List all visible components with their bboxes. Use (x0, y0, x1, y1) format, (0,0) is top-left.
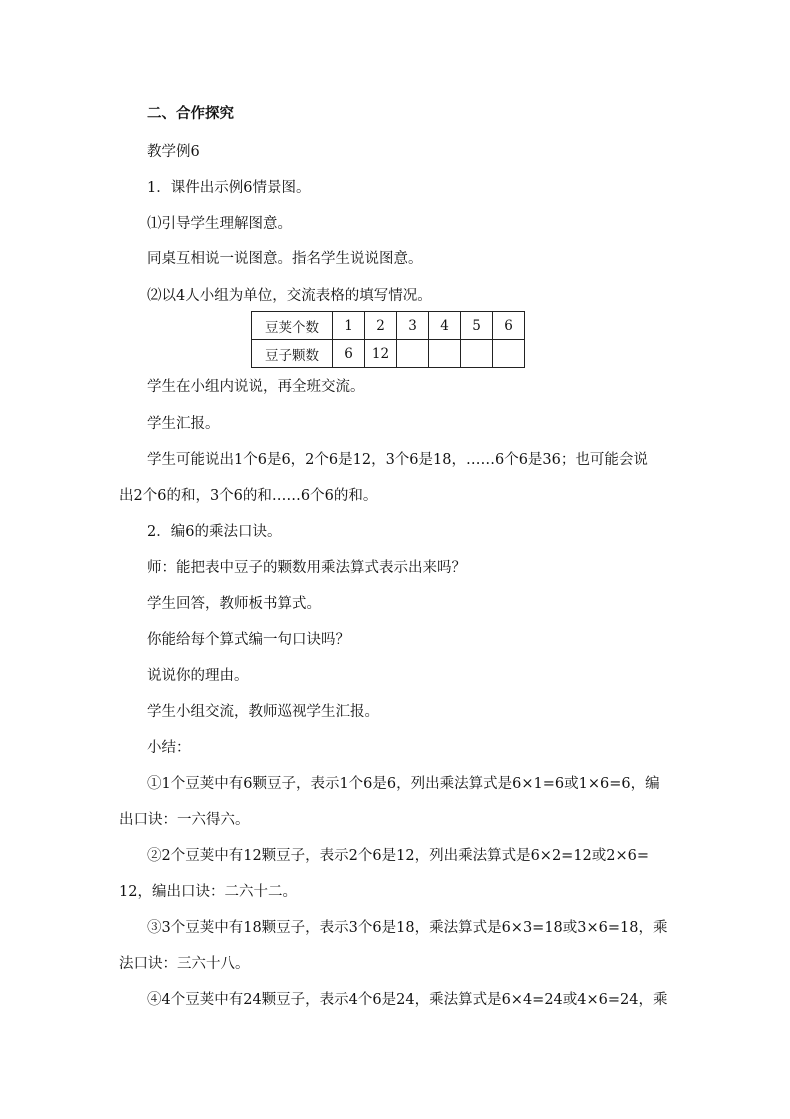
step-1: 1．课件出示例6情景图。 (147, 180, 311, 196)
row-label-pods: 豆荚个数 (252, 312, 333, 340)
possible-answer-line-1: 学生可能说出1个6是6，2个6是12，3个6是18，……6个6是36；也可能会说 (147, 452, 648, 468)
table-cell: 6 (333, 340, 365, 368)
lesson-subtitle: 教学例6 (147, 144, 200, 160)
rhyme-question: 你能给每个算式编一句口诀吗？ (147, 632, 350, 648)
table-cell (493, 340, 525, 368)
step-1-sub-2: ⑵以4人小组为单位，交流表格的填写情况。 (147, 288, 432, 304)
table-cell (397, 340, 429, 368)
group-talk: 学生在小组内说说，再全班交流。 (147, 379, 365, 395)
possible-answer-line-2: 出2个6的和，3个6的和……6个6的和。 (119, 488, 378, 504)
table-row (252, 340, 525, 368)
summary-label: 小结： (147, 740, 191, 756)
summary-2-line-1: ②2个豆荚中有12颗豆子，表示2个6是12，列出乘法算式是6×2=12或2×6= (147, 848, 650, 864)
students-answer: 学生回答，教师板书算式。 (147, 596, 321, 612)
summary-3-line-2: 法口诀：三六十八。 (119, 956, 250, 972)
table-cell (429, 340, 461, 368)
row-label-beans: 豆子颗数 (252, 340, 333, 368)
table-cell: 3 (397, 312, 429, 340)
teacher-question: 师：能把表中豆子的颗数用乘法算式表示出来吗？ (147, 560, 466, 576)
students-report: 学生汇报。 (147, 416, 220, 432)
step-1-sub-1: ⑴引导学生理解图意。 (147, 216, 292, 232)
table-row (252, 312, 525, 340)
summary-1-line-2: 出口诀：一六得六。 (119, 812, 250, 828)
table-cell: 12 (365, 340, 397, 368)
table-cell: 1 (333, 312, 365, 340)
table-cell: 5 (461, 312, 493, 340)
table-cell: 2 (365, 312, 397, 340)
table-cell: 6 (493, 312, 525, 340)
group-exchange: 学生小组交流，教师巡视学生汇报。 (147, 704, 379, 720)
summary-4-line-1: ④4个豆荚中有24颗豆子，表示4个6是24，乘法算式是6×4=24或4×6=24，乘 (147, 992, 668, 1008)
step-1-desk-talk: 同桌互相说一说图意。指名学生说说图意。 (147, 251, 423, 267)
section-title: 二、合作探究 (147, 105, 234, 122)
summary-1-line-1: ①1个豆荚中有6颗豆子，表示1个6是6，列出乘法算式是6×1=6或1×6=6，编 (147, 776, 660, 792)
explain-reason: 说说你的理由。 (147, 668, 249, 684)
table-cell: 4 (429, 312, 461, 340)
table-cell (461, 340, 493, 368)
bean-table (251, 311, 525, 368)
summary-3-line-1: ③3个豆荚中有18颗豆子，表示3个6是18，乘法算式是6×3=18或3×6=18，乘 (147, 920, 668, 936)
step-2: 2．编6的乘法口诀。 (147, 524, 282, 540)
summary-2-line-2: 12，编出口诀：二六十二。 (119, 884, 297, 900)
